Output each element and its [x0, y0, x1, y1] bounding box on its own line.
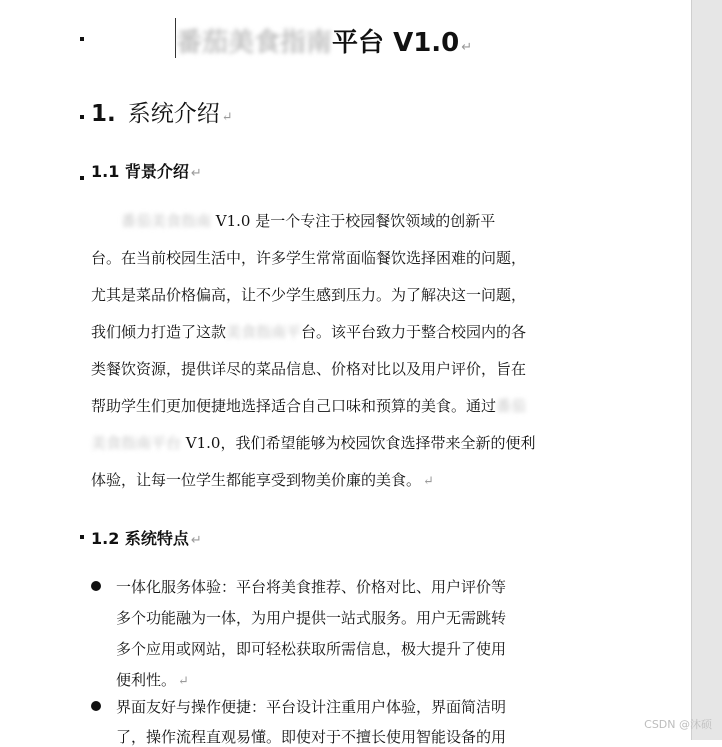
bullet-icon: [91, 701, 101, 711]
line-text: V1.0 是一个专注于校园餐饮领域的创新平: [211, 212, 496, 230]
return-mark-icon: ↵: [178, 674, 189, 689]
line-text: 台。该平台致力于整合校园内的各: [301, 323, 527, 341]
title-text: 平台 V1.0: [332, 28, 460, 58]
section-title: 系统介绍: [127, 101, 220, 127]
subsection-title: 1.2 系统特点: [91, 529, 189, 548]
redacted-text: 番茄: [496, 397, 527, 415]
line-text: V1.0，我们希望能够为校园饮食选择带来全新的便利: [181, 434, 536, 452]
document-title[interactable]: [176, 22, 472, 59]
line-text: 便利性。: [116, 671, 177, 689]
bullet-item-line: [116, 669, 189, 690]
return-mark-icon: ↵: [190, 533, 202, 548]
bullet-item-line: 一体化服务体验：平台将美食推荐、价格对比、用户评价等: [116, 578, 507, 596]
paragraph-mark: [80, 176, 84, 180]
bullet-item-line: 了，操作流程直观易懂。即使对于不擅长使用智能设备的用: [116, 728, 507, 746]
bullet-item-line: 多个功能融为一体，为用户提供一站式服务。用户无需跳转: [116, 609, 507, 627]
return-mark-icon: ↵: [423, 474, 434, 489]
return-mark-icon: ↵: [190, 166, 202, 181]
subsection-title: 1.1 背景介绍: [91, 162, 189, 181]
bullet-icon: [91, 581, 101, 591]
text-line: 台。在当前校园生活中，许多学生常常面临餐饮选择困难的问题，: [91, 249, 527, 267]
text-line: [121, 210, 495, 231]
paragraph-mark: [80, 115, 84, 119]
text-line: [91, 321, 526, 342]
redacted-text: 番茄美食指南: [121, 212, 212, 230]
paragraph-mark: [80, 37, 84, 41]
watermark: CSDN @沐硕: [644, 718, 712, 731]
text-line: [91, 432, 535, 453]
section-number: 1.: [91, 101, 116, 127]
text-line: 尤其是菜品价格偏高，让不少学生感到压力。为了解决这一问题，: [91, 286, 527, 304]
redacted-text: 美食指南平: [226, 323, 302, 341]
line-text: 帮助学生们更加便捷地选择适合自己口味和预算的美食。通过: [91, 397, 497, 415]
text-line: 类餐饮资源，提供详尽的菜品信息、价格对比以及用户评价，旨在: [91, 360, 527, 378]
title-redacted: 番茄美食指南: [176, 28, 333, 58]
line-text: 体验，让每一位学生都能享受到物美价廉的美食。: [91, 471, 422, 489]
line-text: 我们倾力打造了这款: [91, 323, 227, 341]
text-line: [91, 395, 526, 416]
redacted-text: 美食指南平台: [91, 434, 182, 452]
text-line: [91, 469, 434, 490]
section-heading-1[interactable]: [91, 95, 233, 128]
subsection-heading-1-2[interactable]: [91, 526, 202, 549]
return-mark-icon: ↵: [461, 40, 473, 55]
paragraph-mark: [80, 535, 84, 539]
return-mark-icon: ↵: [221, 110, 233, 125]
vertical-scrollbar[interactable]: [691, 0, 722, 740]
subsection-heading-1-1[interactable]: [91, 159, 202, 182]
bullet-item-line: 界面友好与操作便捷：平台设计注重用户体验，界面简洁明: [116, 698, 507, 716]
bullet-item-line: 多个应用或网站，即可轻松获取所需信息，极大提升了使用: [116, 640, 507, 658]
